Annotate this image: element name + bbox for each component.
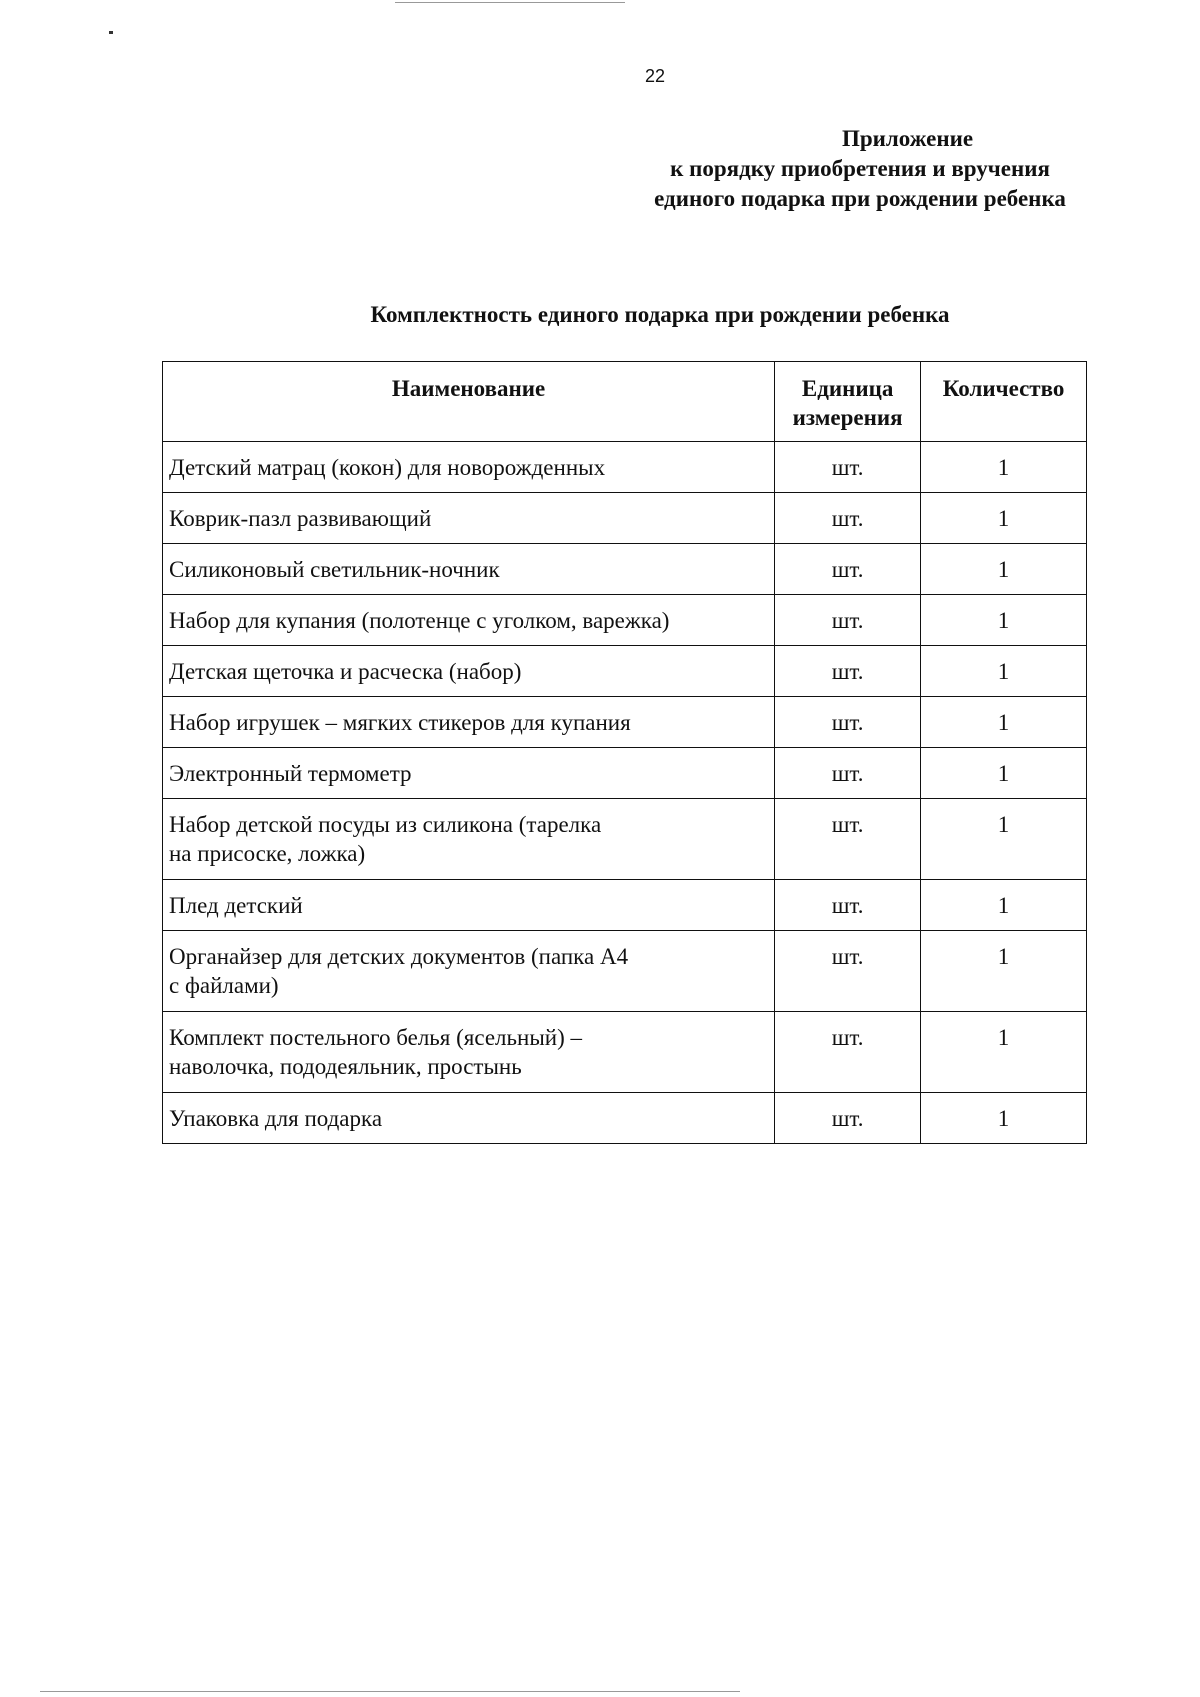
item-name-line-1: Силиконовый светильник-ночник — [169, 557, 500, 582]
item-unit: шт. — [775, 748, 921, 799]
table-row — [163, 880, 1087, 931]
item-name — [163, 697, 775, 748]
item-name-line-1: Электронный термометр — [169, 761, 412, 786]
table-row — [163, 493, 1087, 544]
item-qty: 1 — [921, 799, 1087, 880]
item-name-line-1: Органайзер для детских документов (папка А4 — [169, 944, 629, 969]
item-qty: 1 — [921, 646, 1087, 697]
item-name — [163, 748, 775, 799]
item-name — [163, 595, 775, 646]
table-row — [163, 544, 1087, 595]
gift-contents-table — [162, 361, 1087, 1144]
table-row — [163, 442, 1087, 493]
item-qty: 1 — [921, 697, 1087, 748]
item-unit: шт. — [775, 493, 921, 544]
table-row — [163, 931, 1087, 1012]
item-name — [163, 544, 775, 595]
item-name — [163, 493, 775, 544]
item-qty: 1 — [921, 544, 1087, 595]
header-unit-line-2: измерения — [792, 405, 903, 430]
item-name-line-1: Детская щеточка и расческа (набор) — [169, 659, 522, 684]
item-qty: 1 — [921, 931, 1087, 1012]
item-name-line-2: на присоске, ложка) — [169, 841, 366, 866]
item-unit: шт. — [775, 442, 921, 493]
item-name-line-1: Набор для купания (полотенце с уголком, варежка) — [169, 608, 670, 633]
table-row — [163, 697, 1087, 748]
item-name-line-2: наволочка, пододеяльник, простынь — [169, 1054, 522, 1079]
header-qty: Количество — [921, 362, 1087, 442]
item-name — [163, 442, 775, 493]
item-name-line-1: Плед детский — [169, 893, 303, 918]
item-unit: шт. — [775, 697, 921, 748]
item-name-line-1: Набор детской посуды из силикона (тарелка — [169, 812, 602, 837]
table-row — [163, 799, 1087, 880]
header-unit — [775, 362, 921, 442]
item-qty: 1 — [921, 595, 1087, 646]
item-unit: шт. — [775, 544, 921, 595]
table-title: Комплектность единого подарка при рождении ребенка — [370, 302, 950, 327]
page-number: 22 — [644, 66, 666, 86]
item-qty: 1 — [921, 1093, 1087, 1144]
item-qty: 1 — [921, 748, 1087, 799]
item-name — [163, 931, 775, 1012]
item-unit: шт. — [775, 799, 921, 880]
item-name-line-1: Детский матрац (кокон) для новорожденных — [169, 455, 606, 480]
item-qty: 1 — [921, 880, 1087, 931]
item-name-line-1: Упаковка для подарка — [169, 1106, 383, 1131]
header-unit-line-1: Единица — [801, 376, 894, 401]
item-name-line-1: Коврик-пазл развивающий — [169, 506, 432, 531]
table-row — [163, 1012, 1087, 1093]
item-name — [163, 1012, 775, 1093]
item-name — [163, 880, 775, 931]
item-name — [163, 799, 775, 880]
item-unit: шт. — [775, 646, 921, 697]
item-unit: шт. — [775, 931, 921, 1012]
item-name-line-2: с файлами) — [169, 973, 279, 998]
table-row — [163, 646, 1087, 697]
item-unit: шт. — [775, 880, 921, 931]
item-qty: 1 — [921, 493, 1087, 544]
item-name — [163, 1093, 775, 1144]
item-unit: шт. — [775, 595, 921, 646]
item-qty: 1 — [921, 1012, 1087, 1093]
table-row — [163, 595, 1087, 646]
item-name-line-1: Набор игрушек – мягких стикеров для купания — [169, 710, 631, 735]
scan-artifact-speck — [109, 31, 113, 34]
header-name: Наименование — [163, 362, 775, 442]
appendix-header — [580, 124, 1140, 214]
item-name — [163, 646, 775, 697]
table-row — [163, 1093, 1087, 1144]
table-row — [163, 748, 1087, 799]
item-unit: шт. — [775, 1012, 921, 1093]
appendix-title: Приложение — [841, 126, 974, 151]
scan-artifact-top-line — [395, 2, 625, 3]
item-name-line-1: Комплект постельного белья (ясельный) – — [169, 1025, 583, 1050]
table-header-row — [163, 362, 1087, 442]
scan-artifact-bottom-line — [40, 1691, 740, 1692]
item-qty: 1 — [921, 442, 1087, 493]
item-unit: шт. — [775, 1093, 921, 1144]
appendix-subtitle-line-1: к порядку приобретения и вручения — [670, 156, 1050, 181]
appendix-subtitle-line-2: единого подарка при рождении ребенка — [654, 186, 1066, 211]
